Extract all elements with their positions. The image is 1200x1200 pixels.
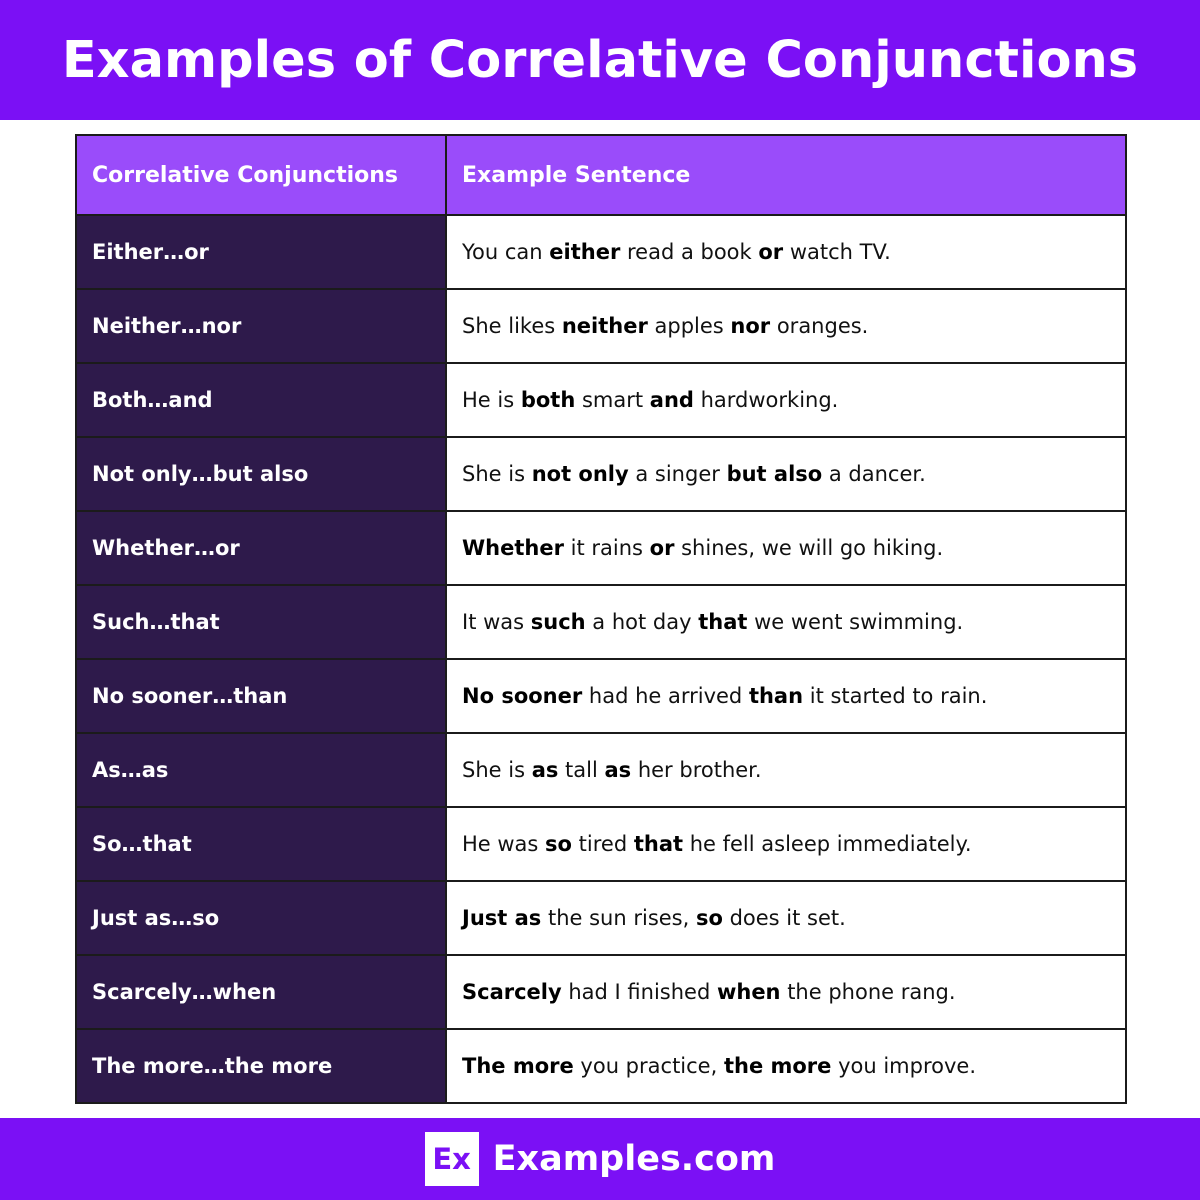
conjunction-highlight: the more — [723, 1054, 832, 1078]
conjunction-highlight: that — [633, 832, 684, 856]
example-sentence-cell — [446, 363, 1126, 437]
conjunction-highlight: and — [649, 388, 694, 412]
page-footer — [0, 1118, 1200, 1200]
table-header-row — [76, 135, 1126, 215]
table-row — [76, 807, 1126, 881]
conjunctions-table-container — [75, 134, 1125, 1104]
sentence-text: her brother. — [631, 758, 762, 782]
example-sentence-cell — [446, 437, 1126, 511]
sentence-text: She likes — [462, 314, 562, 338]
sentence-text: a dancer. — [822, 462, 926, 486]
table-body — [76, 215, 1126, 1103]
conjunction-highlight: not only — [531, 462, 629, 486]
sentence-text: does it set. — [722, 906, 846, 930]
sentence-text: He is — [462, 388, 521, 412]
example-sentence-cell — [446, 955, 1126, 1029]
table-row — [76, 585, 1126, 659]
conjunction-cell: As…as — [76, 733, 446, 807]
example-sentence-cell — [446, 215, 1126, 289]
conjunction-highlight: such — [530, 610, 586, 634]
example-sentence-cell — [446, 289, 1126, 363]
table-row — [76, 511, 1126, 585]
conjunction-cell: Either…or — [76, 215, 446, 289]
conjunction-highlight: neither — [561, 314, 648, 338]
conjunction-cell: Both…and — [76, 363, 446, 437]
sentence-text: tall — [558, 758, 605, 782]
conjunction-highlight: as — [531, 758, 559, 782]
sentence-text: tired — [571, 832, 634, 856]
brand-name: Examples.com — [492, 1139, 776, 1179]
table-row — [76, 733, 1126, 807]
sentence-text: we went swimming. — [747, 610, 964, 634]
conjunction-highlight: when — [716, 980, 781, 1004]
table-row — [76, 659, 1126, 733]
conjunction-highlight: as — [604, 758, 632, 782]
sentence-text: shines, we will go hiking. — [674, 536, 944, 560]
page-title: Examples of Correlative Conjunctions — [61, 30, 1139, 90]
conjunction-cell: No sooner…than — [76, 659, 446, 733]
table-row — [76, 215, 1126, 289]
sentence-text: oranges. — [770, 314, 869, 338]
example-sentence-cell — [446, 585, 1126, 659]
example-sentence-cell — [446, 511, 1126, 585]
conjunction-highlight: or — [649, 536, 675, 560]
conjunction-cell: The more…the more — [76, 1029, 446, 1103]
conjunction-highlight: or — [758, 240, 784, 264]
conjunction-highlight: so — [545, 832, 572, 856]
conjunction-highlight: that — [698, 610, 748, 634]
table-row — [76, 363, 1126, 437]
table-row — [76, 955, 1126, 1029]
sentence-text: You can — [462, 240, 550, 264]
sentence-text: you practice, — [573, 1054, 724, 1078]
sentence-text: He was — [462, 832, 546, 856]
sentence-text: a singer — [628, 462, 727, 486]
conjunction-highlight: so — [695, 906, 723, 930]
table-row — [76, 881, 1126, 955]
conjunction-highlight: but also — [726, 462, 823, 486]
column-header-example: Example Sentence — [446, 135, 1126, 215]
sentence-text: She is — [462, 462, 532, 486]
conjunction-highlight: Scarcely — [462, 980, 562, 1004]
brand-logo: Ex — [425, 1132, 479, 1186]
table-row — [76, 437, 1126, 511]
sentence-text: he fell asleep immediately. — [683, 832, 972, 856]
sentence-text: read a book — [620, 240, 759, 264]
page-header — [0, 0, 1200, 120]
example-sentence-cell — [446, 881, 1126, 955]
conjunction-cell: So…that — [76, 807, 446, 881]
conjunction-highlight: Just as — [462, 906, 542, 930]
conjunction-highlight: The more — [462, 1054, 574, 1078]
sentence-text: the sun rises, — [541, 906, 696, 930]
sentence-text: watch TV. — [783, 240, 891, 264]
conjunction-highlight: nor — [730, 314, 771, 338]
conjunction-cell: Neither…nor — [76, 289, 446, 363]
sentence-text: it rains — [563, 536, 650, 560]
sentence-text: It was — [462, 610, 531, 634]
sentence-text: She is — [462, 758, 532, 782]
table-row — [76, 1029, 1126, 1103]
sentence-text: you improve. — [831, 1054, 977, 1078]
column-header-conjunction: Correlative Conjunctions — [76, 135, 446, 215]
sentence-text: had I finished — [561, 980, 717, 1004]
example-sentence-cell — [446, 807, 1126, 881]
sentence-text: apples — [647, 314, 731, 338]
sentence-text: hardworking. — [693, 388, 839, 412]
conjunction-cell: Such…that — [76, 585, 446, 659]
conjunction-highlight: either — [549, 240, 621, 264]
sentence-text: it started to rain. — [803, 684, 988, 708]
conjunction-highlight: Whether — [462, 536, 564, 560]
conjunctions-table — [75, 134, 1127, 1104]
conjunction-cell: Not only…but also — [76, 437, 446, 511]
example-sentence-cell — [446, 1029, 1126, 1103]
conjunction-highlight: No sooner — [462, 684, 583, 708]
conjunction-highlight: than — [748, 684, 804, 708]
example-sentence-cell — [446, 733, 1126, 807]
sentence-text: the phone rang. — [780, 980, 956, 1004]
conjunction-cell: Just as…so — [76, 881, 446, 955]
sentence-text: had he arrived — [582, 684, 749, 708]
conjunction-cell: Whether…or — [76, 511, 446, 585]
conjunction-cell: Scarcely…when — [76, 955, 446, 1029]
conjunction-highlight: both — [520, 388, 576, 412]
table-row — [76, 289, 1126, 363]
sentence-text: smart — [575, 388, 650, 412]
example-sentence-cell — [446, 659, 1126, 733]
sentence-text: a hot day — [585, 610, 699, 634]
